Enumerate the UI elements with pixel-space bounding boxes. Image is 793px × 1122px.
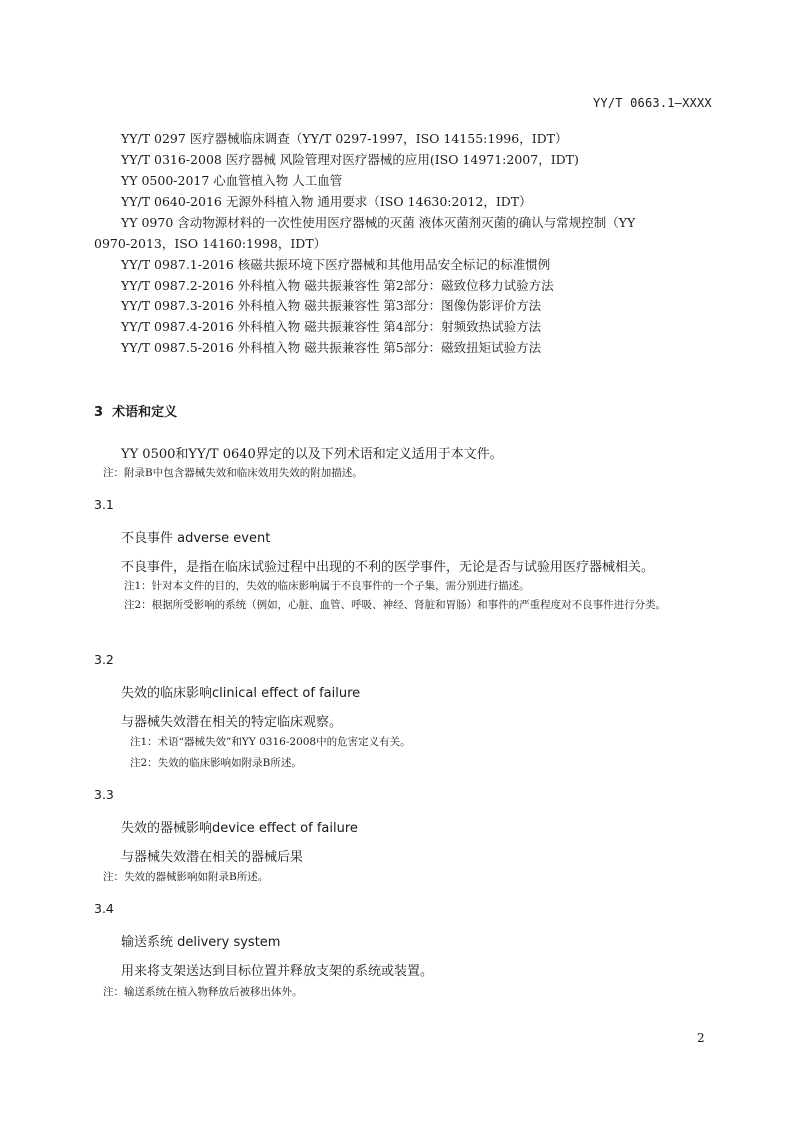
section-note: 注：附录B中包含器械失效和临床效用失效的附加描述。: [103, 467, 363, 479]
term-title: 失效的器械影响device effect of failure: [121, 821, 358, 836]
reference-item: YY 0500-2017 心血管植入物 人工血管: [121, 173, 343, 188]
term-note: 注1：针对本文件的目的，失效的临床影响属于不良事件的一个子集，需分别进行描述。: [124, 580, 530, 592]
term-title: 失效的临床影响clinical effect of failure: [121, 686, 361, 701]
section-heading: 3 术语和定义: [94, 405, 178, 420]
term-number: 3.1: [94, 497, 114, 512]
reference-item: YY 0970 含动物源材料的一次性使用医疗器械的灭菌 液体灭菌剂灭菌的确认与常规控制（YY: [121, 215, 636, 230]
term-number: 3.2: [94, 652, 114, 667]
document-code-header: YY/T 0663.1—XXXX: [593, 96, 712, 110]
reference-item: YY/T 0297 医疗器械临床调查（YY/T 0297-1997，ISO 14155:1996，IDT）: [121, 131, 568, 146]
term-title: 输送系统 delivery system: [121, 935, 281, 950]
term-note: 注：失效的器械影响如附录B所述。: [103, 871, 269, 883]
term-title: 不良事件 adverse event: [121, 531, 271, 546]
reference-item: YY/T 0640-2016 无源外科植入物 通用要求（ISO 14630:2012，IDT）: [121, 194, 532, 209]
page-number: 2: [697, 1031, 705, 1045]
reference-item: YY/T 0316-2008 医疗器械 风险管理对医疗器械的应用(ISO 14971:2007，IDT): [121, 152, 579, 167]
term-definition: 用来将支架送达到目标位置并释放支架的系统或装置。: [121, 964, 434, 979]
reference-item: YY/T 0987.3-2016 外科植入物 磁共振兼容性 第3部分：图像伪影评价方法: [121, 298, 542, 313]
reference-item: YY/T 0987.1-2016 核磁共振环境下医疗器械和其他用品安全标记的标准惯例: [121, 257, 551, 272]
reference-item: YY/T 0987.5-2016 外科植入物 磁共振兼容性 第5部分：磁致扭矩试验方法: [121, 340, 542, 355]
term-note: 注2：失效的临床影响如附录B所述。: [130, 757, 302, 769]
term-definition: 与器械失效潜在相关的特定临床观察。: [121, 715, 343, 730]
term-definition: 与器械失效潜在相关的器械后果: [121, 850, 304, 865]
term-definition: 不良事件，是指在临床试验过程中出现的不利的医学事件，无论是否与试验用医疗器械相关。: [121, 560, 655, 575]
term-note: 注1：术语“器械失效”和YY 0316-2008中的危害定义有关。: [130, 736, 411, 748]
term-note: 注2：根据所受影响的系统（例如，心脏、血管、呼吸、神经、肾脏和胃肠）和事件的严重程度对不良事件进行分类。: [124, 599, 667, 611]
reference-item: YY/T 0987.2-2016 外科植入物 磁共振兼容性 第2部分：磁致位移力试验方法: [121, 278, 554, 293]
term-number: 3.4: [94, 901, 114, 916]
section-intro: YY 0500和YY/T 0640界定的以及下列术语和定义适用于本文件。: [121, 447, 503, 462]
reference-item-continuation: 0970-2013，ISO 14160:1998，IDT）: [94, 236, 327, 251]
term-number: 3.3: [94, 787, 114, 802]
term-note: 注：输送系统在植入物释放后被移出体外。: [103, 986, 303, 998]
reference-item: YY/T 0987.4-2016 外科植入物 磁共振兼容性 第4部分：射频致热试验方法: [121, 319, 542, 334]
